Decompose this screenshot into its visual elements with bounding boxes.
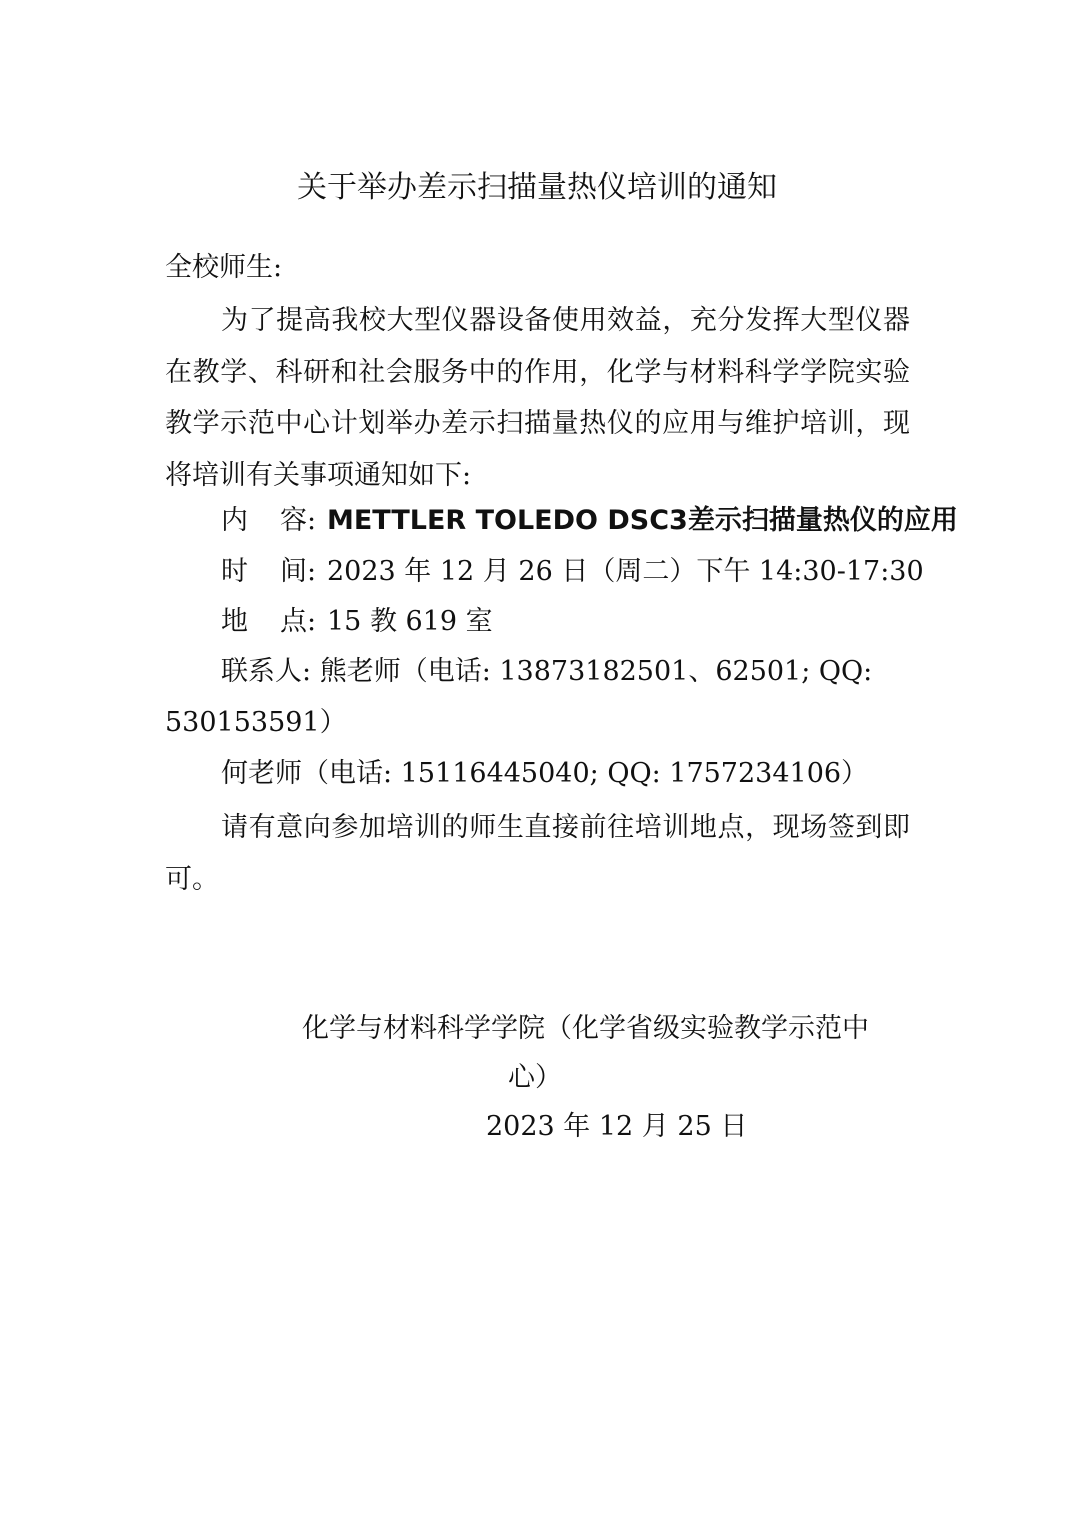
contact-label: 联系人: (221, 656, 312, 687)
content-value: METTLER TOLEDO DSC3差示扫描量热仪的应用 (327, 505, 958, 536)
place-value: 15 教 619 室 (327, 606, 493, 637)
contact-row-1-cont: 530153591） (165, 707, 347, 738)
signature-date: 2023 年 12 月 25 日 (486, 1111, 748, 1142)
closing-paragraph: 请有意向参加培训的师生直接前往培训地点，现场签到即可。 (165, 812, 910, 895)
content-label: 内 容: (221, 505, 317, 536)
signature-org-line-1: 化学与材料科学学院（化学省级实验教学示范中 (302, 1013, 869, 1044)
signature-org-line-2: 心） (508, 1062, 562, 1093)
page-title: 关于举办差示扫描量热仪培训的通知 (297, 170, 777, 205)
time-row (221, 552, 924, 592)
intro-paragraph: 为了提高我校大型仪器设备使用效益，充分发挥大型仪器在教学、科研和社会服务中的作用，化学与材料科学学院实验教学示范中心计划举办差示扫描量热仪的应用与维护培训，现将培训有关事项通知如下: (165, 305, 910, 491)
place-label: 地 点: (221, 606, 317, 637)
place-row (221, 602, 493, 642)
time-value: 2023 年 12 月 26 日（周二）下午 14:30-17:30 (327, 556, 924, 587)
contact-row-1 (221, 652, 872, 692)
contact-value-1: 熊老师（电话: 13873182501、62501; QQ: (319, 656, 873, 687)
content-row (221, 501, 958, 541)
salutation: 全校师生: (165, 252, 283, 283)
contact-row-2: 何老师（电话: 15116445040; QQ: 1757234106） (221, 758, 869, 789)
time-label: 时 间: (221, 556, 317, 587)
